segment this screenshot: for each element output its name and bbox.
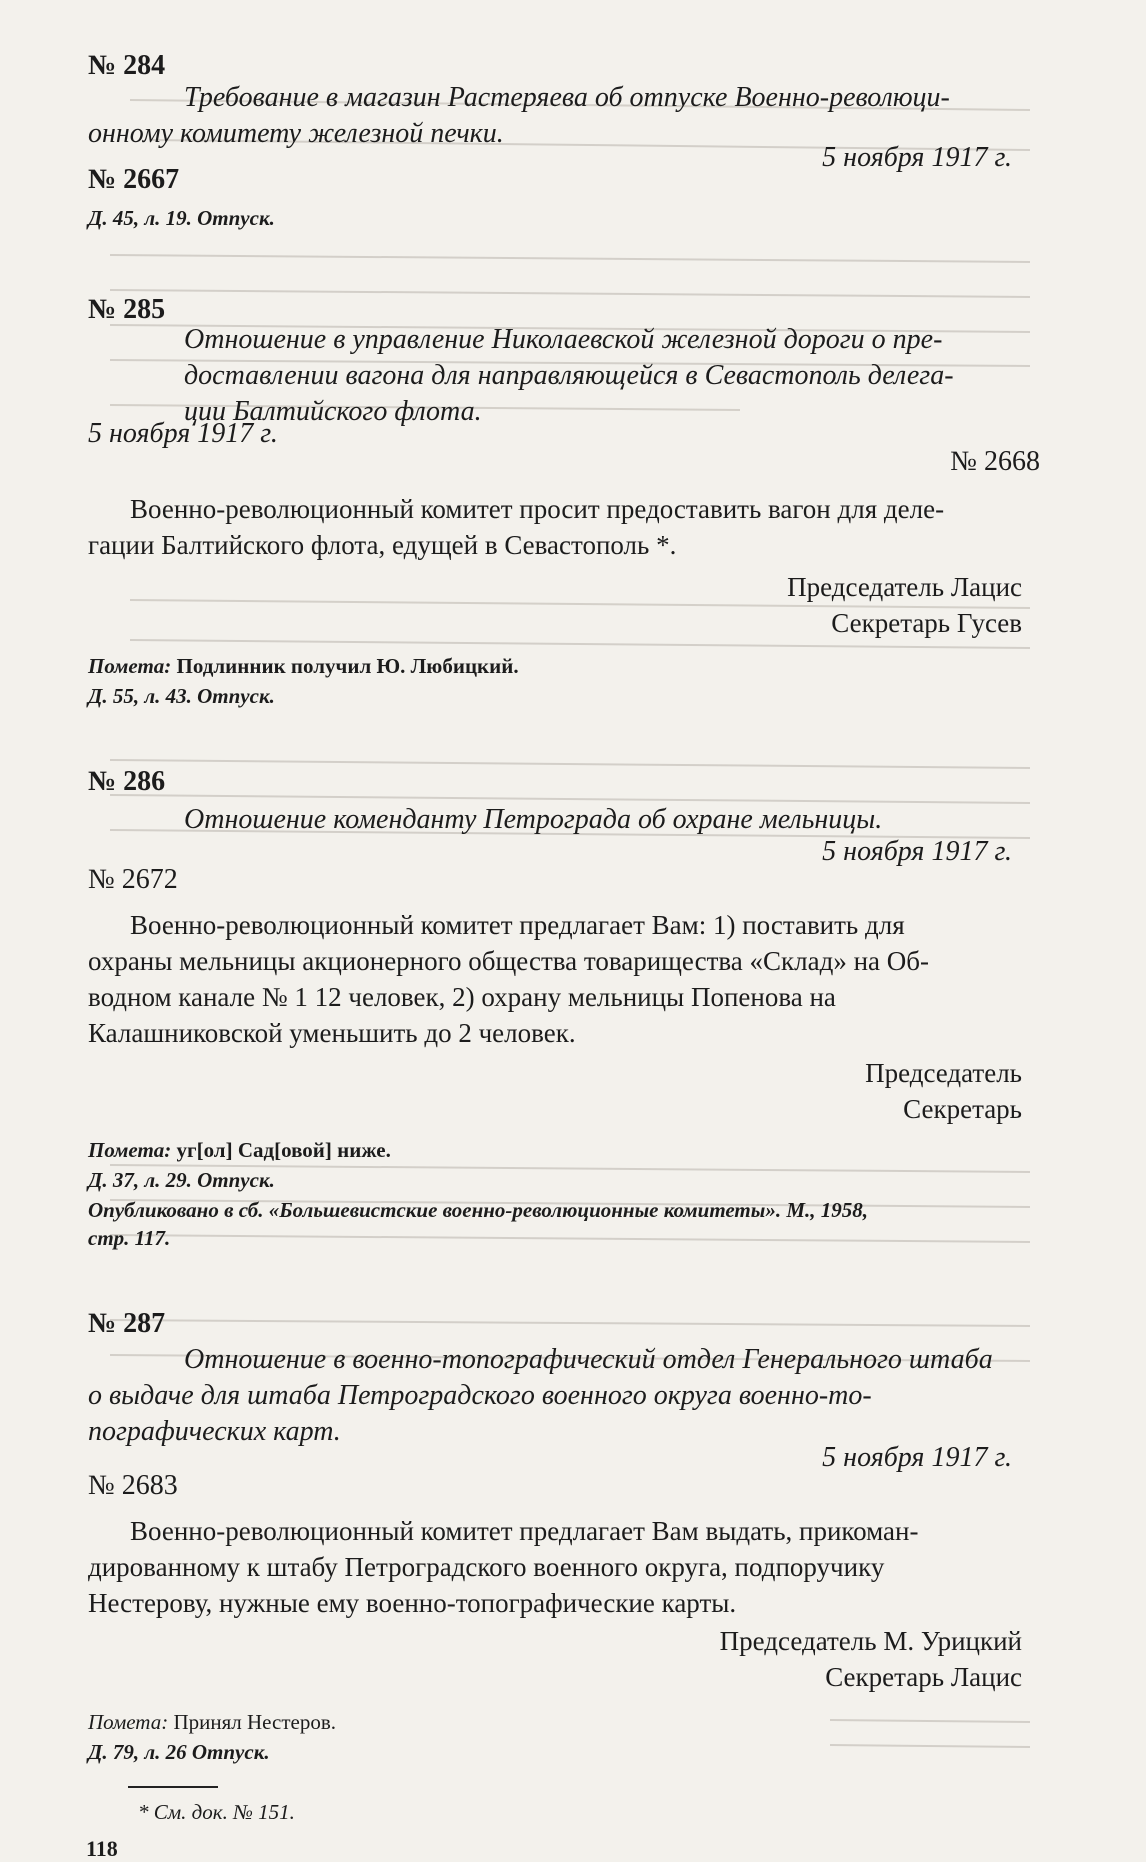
doc-287-outgoing-number: № 2683	[88, 1470, 178, 1501]
doc-285-title-line-2: доставлении вагона для направляющейся в Севастополь делега-	[184, 360, 954, 391]
mark-value: Принял Нестеров.	[173, 1710, 337, 1734]
doc-287-date: 5 ноября 1917 г.	[822, 1442, 1012, 1473]
doc-285-mark-note	[88, 654, 519, 679]
doc-286-signature-secretary: Секретарь	[903, 1094, 1022, 1124]
doc-285-outgoing-number: № 2668	[950, 446, 1040, 477]
doc-287-number: № 287	[88, 1308, 166, 1339]
doc-287-archive-note: Д. 79, л. 26 Отпуск.	[88, 1740, 270, 1764]
mark-label: Помета:	[88, 654, 172, 678]
doc-284-number: № 284	[88, 50, 166, 81]
doc-285-body-line-1: Военно-революционный комитет просит предоставить вагон для деле-	[130, 494, 945, 524]
doc-285-number: № 285	[88, 294, 166, 325]
mark-label: Помета:	[88, 1138, 172, 1162]
mark-label: Помета:	[88, 1710, 169, 1734]
doc-285-signature-secretary: Секретарь Гусев	[831, 608, 1022, 638]
footnote: * См. док. № 151.	[138, 1800, 295, 1824]
doc-285-archive-note: Д. 55, л. 43. Отпуск.	[88, 684, 275, 708]
page-number: 118	[86, 1836, 118, 1861]
doc-284-outgoing-number: № 2667	[88, 164, 180, 195]
mark-value: уг[ол] Сад[овой] ниже.	[176, 1138, 391, 1162]
doc-285-body-line-2: гации Балтийского флота, едущей в Севастополь *.	[88, 530, 677, 560]
doc-287-signature-secretary: Секретарь Лацис	[825, 1662, 1022, 1692]
doc-286-body-line-4: Калашниковской уменьшить до 2 человек.	[88, 1018, 576, 1048]
doc-286-mark-note	[88, 1138, 391, 1163]
doc-287-mark-note	[88, 1710, 336, 1735]
mark-value: Подлинник получил Ю. Любицкий.	[176, 654, 519, 678]
doc-286-publication-note-line-1: Опубликовано в сб. «Большевистские военно-революционные комитеты». М., 1958,	[88, 1198, 869, 1222]
doc-284-title-line-2: онному комитету железной печки.	[88, 118, 504, 149]
doc-287-body-line-1: Военно-революционный комитет предлагает Вам выдать, прикоман-	[130, 1516, 919, 1546]
doc-287-body-line-3: Нестерову, нужные ему военно-топографические карты.	[88, 1588, 737, 1618]
doc-285-date: 5 ноября 1917 г.	[88, 418, 278, 449]
doc-286-outgoing-number: № 2672	[88, 864, 178, 895]
doc-287-signature-chairman: Председатель М. Урицкий	[719, 1626, 1022, 1656]
doc-287-title-line-2: о выдаче для штаба Петроградского военного округа военно-то-	[88, 1380, 872, 1411]
doc-285-signature-chairman: Председатель Лацис	[787, 572, 1022, 602]
doc-287-title-line-3: пографических карт.	[88, 1416, 341, 1447]
footnote-rule	[128, 1786, 218, 1788]
doc-286-archive-note: Д. 37, л. 29. Отпуск.	[88, 1168, 275, 1192]
doc-285-title-line-1: Отношение в управление Николаевской железной дороги о пре-	[184, 324, 943, 355]
doc-286-body-line-2: охраны мельницы акционерного общества товарищества «Склад» на Об-	[88, 946, 929, 976]
doc-286-body-line-3: водном канале № 1 12 человек, 2) охрану мельницы Попенова на	[88, 982, 836, 1012]
doc-284-title-line-1: Требование в магазин Растеряева об отпуске Военно-революци-	[184, 82, 950, 113]
doc-284-archive-note: Д. 45, л. 19. Отпуск.	[88, 206, 275, 230]
doc-286-body-line-1: Военно-революционный комитет предлагает Вам: 1) поставить для	[130, 910, 905, 940]
doc-284-date: 5 ноября 1917 г.	[822, 142, 1012, 173]
doc-287-body-line-2: дированному к штабу Петроградского военного округа, подпоручику	[88, 1552, 885, 1582]
doc-286-date: 5 ноября 1917 г.	[822, 836, 1012, 867]
doc-286-title-line-1: Отношение коменданту Петрограда об охране мельницы.	[184, 804, 883, 835]
doc-286-signature-chairman: Председатель	[865, 1058, 1022, 1088]
doc-286-number: № 286	[88, 766, 166, 797]
doc-285-title-line-3: ции Балтийского флота.	[184, 396, 482, 427]
doc-287-title-line-1: Отношение в военно-топографический отдел Генерального штаба	[184, 1344, 993, 1375]
doc-286-publication-note-line-2: стр. 117.	[88, 1226, 171, 1250]
